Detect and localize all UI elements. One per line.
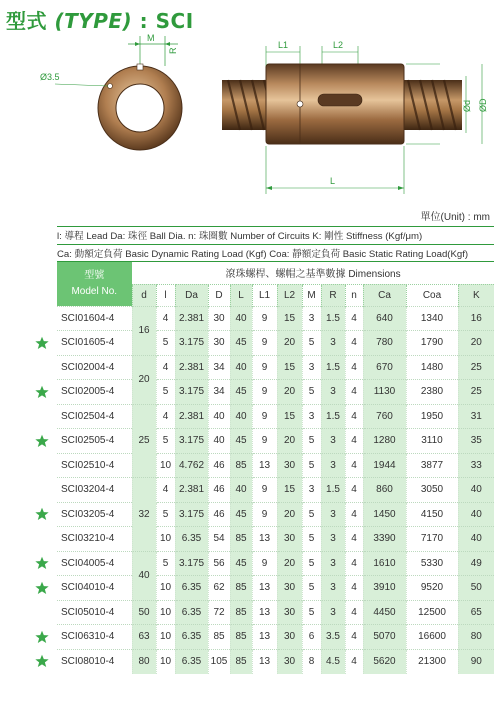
cell-l1: 9 (252, 429, 277, 454)
recommended-star-icon (35, 507, 49, 521)
cell-k: 65 (458, 600, 494, 625)
cell-ca: 640 (363, 306, 406, 331)
cell-ca: 3910 (363, 576, 406, 601)
cell-d: 40 (208, 429, 230, 454)
cell-r: 1.5 (321, 355, 345, 380)
cell-l2: 30 (277, 453, 302, 478)
cell-l: 10 (156, 625, 175, 650)
model-number-cell: SCI03205-4 (57, 502, 132, 527)
cell-m: 5 (302, 551, 321, 576)
cell-da: 2.381 (175, 478, 208, 503)
cell-r: 3 (321, 600, 345, 625)
cell-ca: 3390 (363, 527, 406, 552)
cell-n: 4 (345, 478, 363, 503)
cell-da: 6.35 (175, 625, 208, 650)
table-row (57, 306, 494, 331)
cell-coa: 2380 (406, 380, 458, 405)
cell-l: 10 (156, 600, 175, 625)
cell-ca: 1130 (363, 380, 406, 405)
cell-l1: 13 (252, 576, 277, 601)
cell-k: 90 (458, 649, 494, 674)
cell-l: 4 (156, 306, 175, 331)
table-row (57, 551, 494, 576)
cell-k: 40 (458, 478, 494, 503)
model-number-cell: SCI02510-4 (57, 453, 132, 478)
cell-l1: 13 (252, 649, 277, 674)
model-header-en: Model No. (71, 285, 118, 297)
model-number-cell: SCI06310-4 (57, 625, 132, 650)
end-view (40, 33, 182, 150)
cell-m: 5 (302, 527, 321, 552)
cell-d: 34 (208, 380, 230, 405)
model-header-cn: 型號 (84, 269, 105, 281)
cell-l1: 9 (252, 478, 277, 503)
cell-d: 105 (208, 649, 230, 674)
cell-k: 31 (458, 404, 494, 429)
cell-n: 4 (345, 551, 363, 576)
side-view (222, 40, 488, 194)
cell-coa: 1340 (406, 306, 458, 331)
cell-l1: 9 (252, 380, 277, 405)
cell-d: 54 (208, 527, 230, 552)
shaft-diameter-cell: 16 (132, 306, 156, 355)
cell-n: 4 (345, 429, 363, 454)
cell-k: 50 (458, 576, 494, 601)
cell-l2: 30 (277, 527, 302, 552)
cell-k: 33 (458, 453, 494, 478)
cell-l2: 15 (277, 404, 302, 429)
cell-d: 30 (208, 331, 230, 356)
table-row (57, 380, 494, 405)
column-header-k: K (458, 284, 494, 306)
cell-ca: 5620 (363, 649, 406, 674)
unit-label: 單位(Unit) : mm (420, 212, 490, 223)
l-dimension-label: L (330, 176, 336, 186)
cell-r: 3 (321, 380, 345, 405)
cell-l2: 15 (277, 478, 302, 503)
cell-coa: 5330 (406, 551, 458, 576)
cell-coa: 7170 (406, 527, 458, 552)
shaft-diameter-cell: 20 (132, 355, 156, 404)
cell-l2: 20 (277, 502, 302, 527)
l2-dimension-label: L2 (333, 40, 344, 50)
cell-k: 25 (458, 355, 494, 380)
cell-k: 49 (458, 551, 494, 576)
cell-k: 40 (458, 502, 494, 527)
cell-m: 3 (302, 306, 321, 331)
cell-ca: 4450 (363, 600, 406, 625)
cell-r: 3 (321, 453, 345, 478)
cell-l: 5 (156, 331, 175, 356)
cell-l: 5 (156, 429, 175, 454)
cell-da: 4.762 (175, 453, 208, 478)
recommended-star-icon (35, 630, 49, 644)
cell-coa: 4150 (406, 502, 458, 527)
cell-d: 46 (208, 478, 230, 503)
cell-coa: 9520 (406, 576, 458, 601)
cell-n: 4 (345, 306, 363, 331)
cell-l1: 9 (252, 502, 277, 527)
legend-mid-rule (57, 244, 494, 245)
cell-r: 3 (321, 331, 345, 356)
cell-l: 10 (156, 576, 175, 601)
cell-r: 1.5 (321, 306, 345, 331)
column-header-da: Da (175, 284, 208, 306)
cell-l: 10 (156, 649, 175, 674)
cell-m: 8 (302, 649, 321, 674)
cell-da: 3.175 (175, 429, 208, 454)
table-row (57, 331, 494, 356)
cell-l: 40 (230, 306, 252, 331)
table-row (57, 502, 494, 527)
cell-coa: 1790 (406, 331, 458, 356)
cell-ca: 860 (363, 478, 406, 503)
cell-n: 4 (345, 453, 363, 478)
table-row (57, 404, 494, 429)
cell-n: 4 (345, 380, 363, 405)
cell-k: 80 (458, 625, 494, 650)
cell-coa: 1950 (406, 404, 458, 429)
table-row (57, 527, 494, 552)
cell-l: 40 (230, 355, 252, 380)
cell-da: 6.35 (175, 576, 208, 601)
cell-l2: 15 (277, 306, 302, 331)
cell-d: 62 (208, 576, 230, 601)
cell-l: 5 (156, 380, 175, 405)
model-number-cell: SCI08010-4 (57, 649, 132, 674)
model-number-cell: SCI04005-4 (57, 551, 132, 576)
shaft-diameter-cell: 63 (132, 625, 156, 650)
d-dimension-label: Ød (462, 99, 472, 112)
spec-table-body (57, 306, 494, 674)
title-type-word: (TYPE) (54, 9, 133, 33)
cell-l: 45 (230, 502, 252, 527)
l1-dimension-label: L1 (278, 40, 289, 50)
big-d-dimension-label: ØD (478, 98, 488, 112)
cell-r: 3 (321, 502, 345, 527)
column-header-n: n (345, 284, 363, 306)
cell-l: 45 (230, 551, 252, 576)
table-row (57, 478, 494, 503)
recommended-star-icon (35, 434, 49, 448)
cell-r: 1.5 (321, 404, 345, 429)
cell-r: 3 (321, 576, 345, 601)
cell-n: 4 (345, 625, 363, 650)
cell-m: 3 (302, 355, 321, 380)
r-dimension-label: R (168, 47, 178, 54)
cell-l: 45 (230, 380, 252, 405)
cell-m: 5 (302, 600, 321, 625)
cell-l1: 9 (252, 306, 277, 331)
recommended-star-icon (35, 336, 49, 350)
cell-n: 4 (345, 527, 363, 552)
model-number-cell: SCI03204-4 (57, 478, 132, 503)
model-number-cell: SCI01605-4 (57, 331, 132, 356)
cell-r: 3 (321, 527, 345, 552)
cell-r: 3 (321, 551, 345, 576)
table-row (57, 576, 494, 601)
cell-d: 46 (208, 453, 230, 478)
model-number-cell: SCI03210-4 (57, 527, 132, 552)
table-row (57, 625, 494, 650)
cell-n: 4 (345, 404, 363, 429)
legend-line-1: l: 導程 Lead Da: 珠徑 Ball Dia. n: 珠圈數 Number of Circuits K: 剛性 Stiffness (Kgf/μm) (57, 231, 423, 242)
model-number-cell: SCI02004-4 (57, 355, 132, 380)
cell-l2: 30 (277, 576, 302, 601)
cell-ca: 760 (363, 404, 406, 429)
cell-k: 40 (458, 527, 494, 552)
shaft-diameter-cell: 50 (132, 600, 156, 625)
cell-m: 5 (302, 502, 321, 527)
cell-l: 45 (230, 331, 252, 356)
table-row (57, 600, 494, 625)
cell-l1: 9 (252, 355, 277, 380)
cell-l2: 15 (277, 355, 302, 380)
cell-l2: 30 (277, 649, 302, 674)
cell-da: 2.381 (175, 355, 208, 380)
cell-l2: 20 (277, 380, 302, 405)
cell-d: 30 (208, 306, 230, 331)
cell-n: 4 (345, 502, 363, 527)
cell-l: 4 (156, 478, 175, 503)
cell-l: 45 (230, 429, 252, 454)
cell-coa: 3110 (406, 429, 458, 454)
cell-l: 85 (230, 600, 252, 625)
cell-l2: 20 (277, 551, 302, 576)
model-number-cell: SCI04010-4 (57, 576, 132, 601)
table-row (57, 355, 494, 380)
cell-l: 85 (230, 625, 252, 650)
column-header-d: D (208, 284, 230, 306)
cell-r: 3 (321, 429, 345, 454)
table-row (57, 453, 494, 478)
cell-da: 2.381 (175, 404, 208, 429)
column-header-l: l (156, 284, 175, 306)
column-header-l2: L2 (277, 284, 302, 306)
cell-da: 6.35 (175, 600, 208, 625)
cell-ca: 780 (363, 331, 406, 356)
column-header-m: M (302, 284, 321, 306)
model-number-cell: SCI02504-4 (57, 404, 132, 429)
cell-r: 3.5 (321, 625, 345, 650)
cell-r: 4.5 (321, 649, 345, 674)
cell-d: 46 (208, 502, 230, 527)
cell-l: 10 (156, 453, 175, 478)
cell-l1: 13 (252, 527, 277, 552)
cell-l2: 30 (277, 625, 302, 650)
cell-l: 85 (230, 576, 252, 601)
model-header (57, 262, 132, 306)
cell-m: 5 (302, 576, 321, 601)
model-number-cell: SCI02005-4 (57, 380, 132, 405)
column-header-ca: Ca (363, 284, 406, 306)
cell-k: 25 (458, 380, 494, 405)
recommended-star-icon (35, 556, 49, 570)
shaft-diameter-cell: 40 (132, 551, 156, 600)
cell-n: 4 (345, 600, 363, 625)
cell-l: 85 (230, 649, 252, 674)
recommended-star-icon (35, 581, 49, 595)
cell-l: 85 (230, 527, 252, 552)
cell-l: 5 (156, 551, 175, 576)
column-header-coa: Coa (406, 284, 458, 306)
cell-l1: 13 (252, 625, 277, 650)
cell-l: 40 (230, 478, 252, 503)
cell-coa: 3877 (406, 453, 458, 478)
table-row (57, 649, 494, 674)
title-suffix: : SCI (139, 9, 194, 33)
cell-ca: 1944 (363, 453, 406, 478)
cell-l2: 30 (277, 600, 302, 625)
cell-k: 35 (458, 429, 494, 454)
cell-k: 20 (458, 331, 494, 356)
cell-coa: 16600 (406, 625, 458, 650)
cell-l1: 9 (252, 331, 277, 356)
cell-m: 3 (302, 404, 321, 429)
cell-d: 40 (208, 404, 230, 429)
technical-drawing (0, 28, 500, 203)
cell-k: 16 (458, 306, 494, 331)
m-dimension-label: M (147, 33, 155, 43)
cell-da: 6.35 (175, 649, 208, 674)
cell-l: 4 (156, 404, 175, 429)
cell-coa: 12500 (406, 600, 458, 625)
cell-d: 56 (208, 551, 230, 576)
model-number-cell: SCI02505-4 (57, 429, 132, 454)
cell-n: 4 (345, 649, 363, 674)
cell-da: 3.175 (175, 380, 208, 405)
cell-m: 5 (302, 429, 321, 454)
cell-l1: 13 (252, 453, 277, 478)
cell-n: 4 (345, 576, 363, 601)
cell-da: 3.175 (175, 331, 208, 356)
cell-m: 6 (302, 625, 321, 650)
cell-ca: 1610 (363, 551, 406, 576)
model-number-cell: SCI05010-4 (57, 600, 132, 625)
cell-ca: 1450 (363, 502, 406, 527)
cell-da: 2.381 (175, 306, 208, 331)
spec-table (57, 262, 494, 674)
cell-da: 3.175 (175, 502, 208, 527)
cell-l: 10 (156, 527, 175, 552)
cell-coa: 3050 (406, 478, 458, 503)
cell-m: 3 (302, 478, 321, 503)
cell-da: 3.175 (175, 551, 208, 576)
cell-m: 5 (302, 453, 321, 478)
cell-coa: 21300 (406, 649, 458, 674)
cell-m: 5 (302, 380, 321, 405)
hole-dimension-label: Ø3.5 (40, 72, 60, 82)
cell-ca: 670 (363, 355, 406, 380)
legend-line-2: Ca: 動額定負荷 Basic Dynamic Rating Load (Kgf) Coa: 靜額定負荷 Basic Static Rating Load(Kgf) (57, 249, 469, 260)
recommended-star-icon (35, 654, 49, 668)
cell-l: 5 (156, 502, 175, 527)
cell-m: 5 (302, 331, 321, 356)
cell-l: 40 (230, 404, 252, 429)
cell-da: 6.35 (175, 527, 208, 552)
cell-l1: 9 (252, 404, 277, 429)
cell-d: 85 (208, 625, 230, 650)
title-prefix: 型式 (6, 9, 47, 33)
cell-d: 34 (208, 355, 230, 380)
cell-n: 4 (345, 355, 363, 380)
column-header-r: R (321, 284, 345, 306)
cell-ca: 1280 (363, 429, 406, 454)
column-header-l1: L1 (252, 284, 277, 306)
shaft-diameter-cell: 80 (132, 649, 156, 674)
cell-l2: 20 (277, 429, 302, 454)
cell-l1: 13 (252, 600, 277, 625)
cell-coa: 1480 (406, 355, 458, 380)
column-header-d: d (132, 284, 156, 306)
dimensions-header: 滾珠螺桿、螺帽之基準數據 Dimensions (132, 262, 494, 284)
shaft-diameter-cell: 25 (132, 404, 156, 478)
cell-n: 4 (345, 331, 363, 356)
column-header-l: L (230, 284, 252, 306)
recommended-star-icon (35, 385, 49, 399)
shaft-diameter-cell: 32 (132, 478, 156, 552)
cell-d: 72 (208, 600, 230, 625)
cell-l: 4 (156, 355, 175, 380)
cell-r: 1.5 (321, 478, 345, 503)
table-row (57, 429, 494, 454)
cell-ca: 5070 (363, 625, 406, 650)
cell-l: 85 (230, 453, 252, 478)
cell-l2: 20 (277, 331, 302, 356)
model-number-cell: SCI01604-4 (57, 306, 132, 331)
cell-l1: 9 (252, 551, 277, 576)
legend-top-rule (57, 226, 494, 227)
